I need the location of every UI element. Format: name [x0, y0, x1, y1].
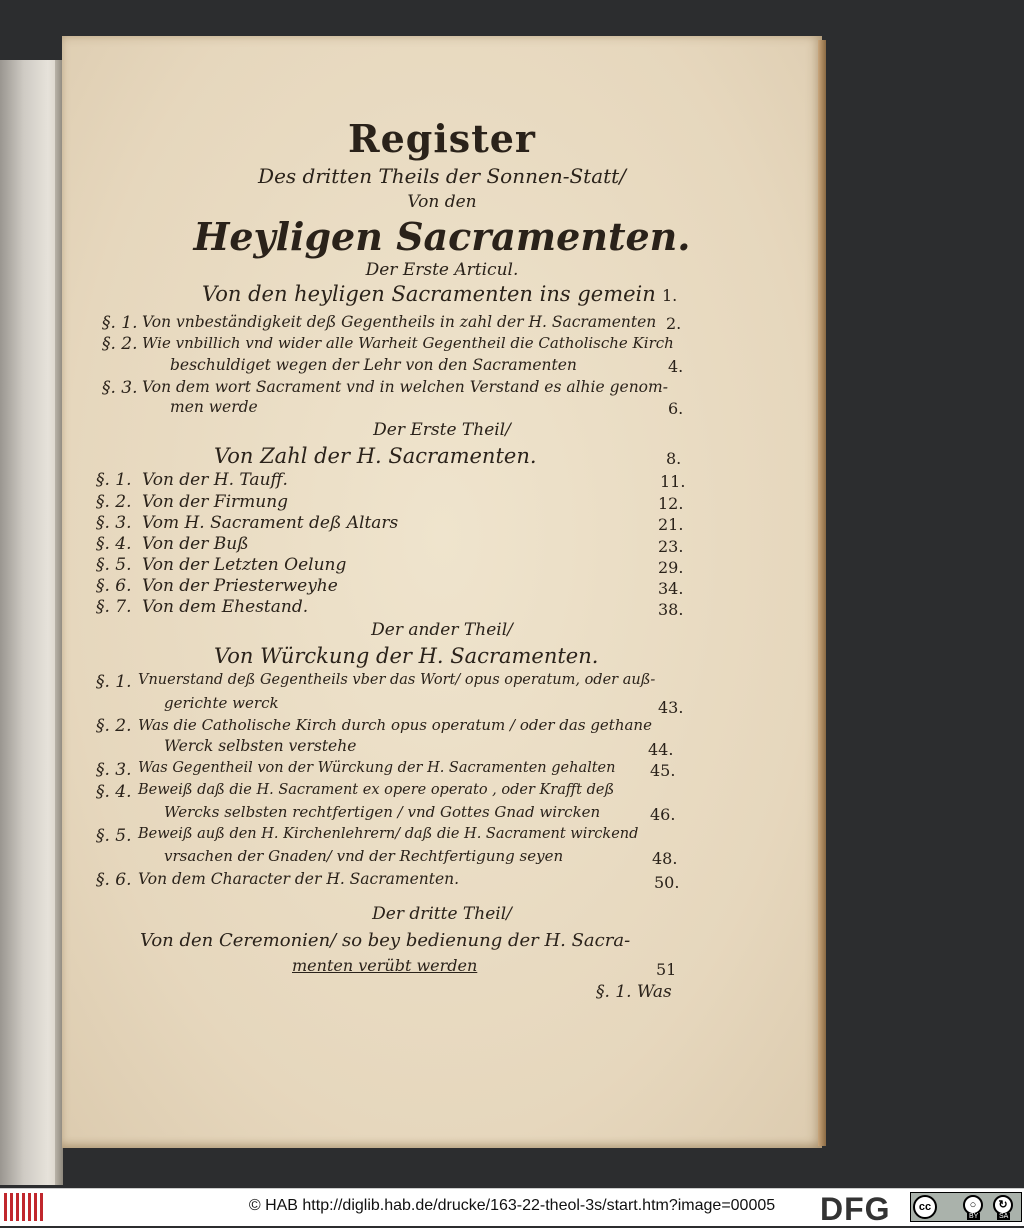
page-number: 4.	[668, 357, 684, 376]
register-title: Register	[348, 116, 536, 161]
section-mark: §. 4.	[96, 782, 132, 802]
section-mark: §. 1.	[96, 470, 132, 490]
toc-entry-continued: Werck selbsten verstehe	[164, 737, 357, 755]
page-number: 44.	[648, 740, 674, 759]
share-alike-icon: ↻	[993, 1195, 1013, 1215]
page-number: 46.	[650, 805, 676, 824]
toc-entry: Beweiß daß die H. Sacrament ex opere operato , oder Krafft deß	[138, 782, 615, 798]
part-heading: Der ander Theil/	[371, 620, 513, 640]
section-mark: §. 3.	[102, 378, 138, 398]
page-number: 12.	[658, 494, 684, 513]
part-title-continued: menten verübt werden	[292, 956, 478, 975]
toc-entry: Beweiß auß den H. Kirchenlehrern/ daß die H. Sacrament wirckend	[138, 826, 639, 842]
toc-entry-continued: Wercks selbsten rechtfertigen / vnd Gottes Gnad wircken	[164, 803, 601, 821]
section-mark: §. 2.	[96, 716, 132, 736]
toc-entry: Vom H. Sacrament deß Altars	[142, 513, 399, 533]
section-mark: §. 6.	[96, 870, 132, 890]
toc-entry: Von der Firmung	[142, 492, 289, 512]
toc-entry: Was Gegentheil von der Würckung der H. Sacramenten gehalten	[138, 760, 616, 776]
viewer-footer	[0, 1188, 1024, 1226]
article-heading: Der Erste Articul.	[365, 260, 519, 280]
toc-entry: Vnuerstand deß Gegentheils vber das Wort/ opus operatum, oder auß-	[138, 672, 656, 688]
section-mark: §. 5.	[96, 555, 132, 575]
cc-icon: cc	[913, 1195, 937, 1219]
toc-entry: Von dem wort Sacrament vnd in welchen Verstand es alhie genom-	[142, 378, 668, 396]
toc-entry: Von der H. Tauff.	[142, 470, 288, 490]
section-mark: §. 1.	[102, 313, 138, 333]
toc-entry-continued: gerichte werck	[164, 694, 279, 712]
toc-entry: Was die Catholische Kirch durch opus operatum / oder das gethane	[138, 716, 652, 734]
section-mark: §. 1.	[96, 672, 132, 692]
copyright-link[interactable]: © HAB http://diglib.hab.de/drucke/163-22-theol-3s/start.htm?image=00005	[248, 1197, 776, 1214]
toc-entry-continued: beschuldiget wegen der Lehr von den Sacramenten	[170, 356, 577, 374]
page-edge	[818, 40, 826, 1146]
article-title: Von den heyligen Sacramenten ins gemein	[202, 282, 656, 306]
facing-page-edge	[0, 60, 60, 1185]
page-number: 50.	[654, 873, 680, 892]
toc-entry-continued: vrsachen der Gnaden/ vnd der Rechtfertigung seyen	[164, 847, 564, 865]
toc-entry: Von der Priesterweyhe	[142, 576, 338, 596]
page-number: 45.	[650, 761, 676, 780]
sa-label: SA	[999, 1213, 1009, 1220]
section-mark: §. 6.	[96, 576, 132, 596]
page-number: 23.	[658, 537, 684, 556]
page-number: 2.	[666, 314, 682, 333]
catchword: §. 1. Was	[596, 982, 672, 1002]
document-page	[62, 36, 822, 1148]
section-mark: §. 2.	[96, 492, 132, 512]
section-mark: §. 3.	[96, 760, 132, 780]
section-mark: §. 2.	[102, 334, 138, 354]
page-number: 11.	[660, 472, 686, 491]
register-subtitle: Des dritten Theils der Sonnen-Statt/	[258, 164, 626, 188]
section-mark: §. 3.	[96, 513, 132, 533]
dfg-logo: DFG	[820, 1191, 891, 1227]
page-number: 8.	[666, 449, 682, 468]
page-number: 51	[656, 960, 677, 979]
part-title: Von Würckung der H. Sacramenten.	[214, 644, 599, 668]
page-number: 1.	[662, 286, 678, 305]
section-mark: §. 7.	[96, 597, 132, 617]
part-heading: Der dritte Theil/	[372, 904, 512, 924]
page-number: 34.	[658, 579, 684, 598]
main-heading: Heyligen Sacramenten.	[193, 214, 691, 259]
page-number: 6.	[668, 399, 684, 418]
by-label: BY	[969, 1213, 979, 1220]
toc-entry: Von dem Ehestand.	[142, 597, 309, 617]
part-title: Von den Ceremonien/ so bey bedienung der H. Sacra-	[140, 930, 631, 951]
part-heading: Der Erste Theil/	[373, 420, 511, 440]
part-title: Von Zahl der H. Sacramenten.	[214, 444, 537, 468]
page-number: 29.	[658, 558, 684, 577]
page-number: 38.	[658, 600, 684, 619]
toc-entry: Von der Buß	[142, 534, 249, 554]
page-number: 43.	[658, 698, 684, 717]
page-number: 48.	[652, 849, 678, 868]
toc-entry: Von der Letzten Oelung	[142, 555, 347, 575]
section-mark: §. 4.	[96, 534, 132, 554]
section-mark: §. 5.	[96, 826, 132, 846]
page-number: 21.	[658, 515, 684, 534]
register-subtitle-2: Von den	[407, 192, 477, 212]
toc-entry: Von dem Character der H. Sacramenten.	[138, 870, 460, 888]
toc-entry-continued: men werde	[170, 398, 258, 416]
cc-license-badge[interactable]	[910, 1192, 1022, 1222]
toc-entry: Von vnbeständigkeit deß Gegentheils in zahl der H. Sacramenten	[142, 313, 657, 331]
toc-entry: Wie vnbillich vnd wider alle Warheit Gegentheil die Catholische Kirch	[142, 334, 674, 352]
attribution-icon: ○	[963, 1195, 983, 1215]
